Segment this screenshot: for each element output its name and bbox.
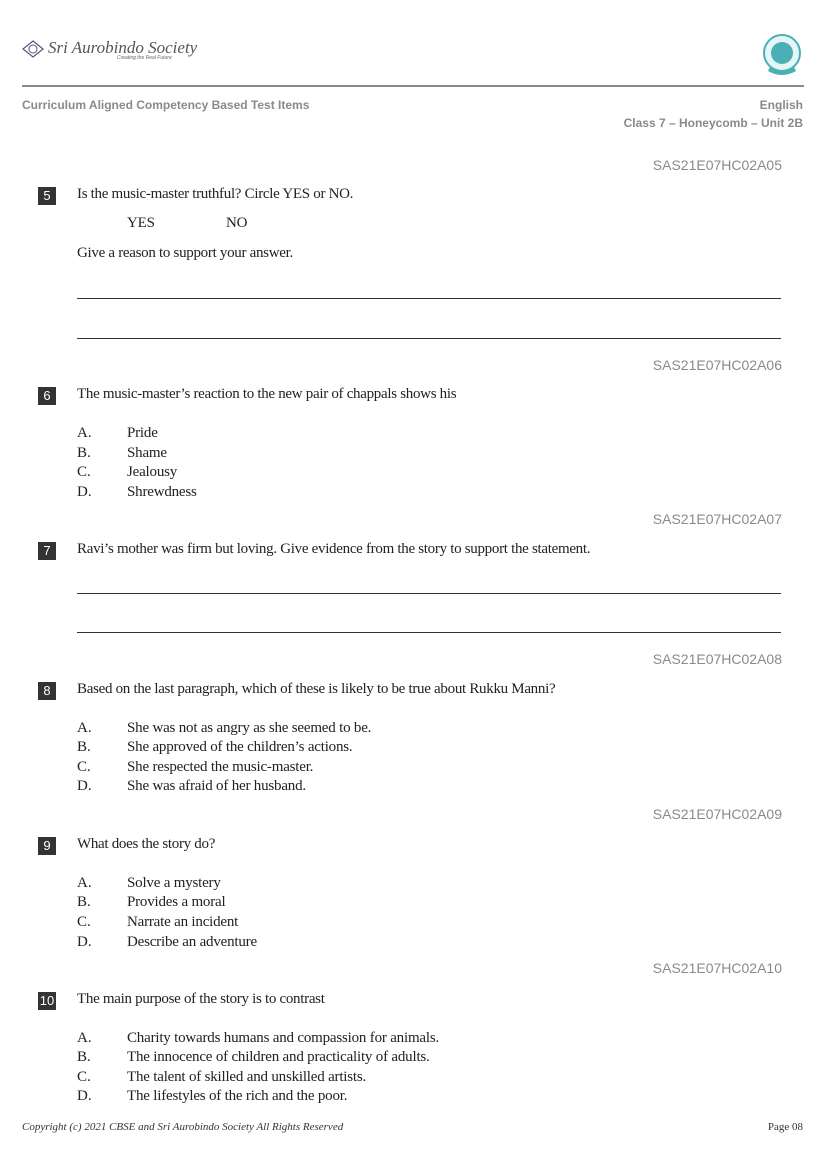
option-letter[interactable]: C. <box>77 1069 91 1085</box>
logo-tagline: Creating the Real Future <box>117 55 172 62</box>
option-text[interactable]: Pride <box>127 425 158 441</box>
question-code: SAS21E07HC02A05 <box>652 157 782 173</box>
question-number-badge: 5 <box>38 187 56 205</box>
option-letter[interactable]: C. <box>77 464 91 480</box>
page-number: Page 08 <box>767 1121 803 1133</box>
question-number-badge: 10 <box>39 993 55 1008</box>
option-letter[interactable]: D. <box>77 484 92 500</box>
subject-label: English <box>759 98 803 112</box>
option-letter[interactable]: A. <box>77 875 92 891</box>
question-text: Based on the last paragraph, which of these is likely to be true about Rukku Manni? <box>77 681 556 697</box>
option-text[interactable]: Jealousy <box>127 464 178 480</box>
option-text[interactable]: Shrewdness <box>127 484 197 500</box>
question-code: SAS21E07HC02A08 <box>652 651 782 667</box>
option-text[interactable]: Solve a mystery <box>127 875 221 891</box>
option-letter[interactable]: A. <box>77 1030 92 1046</box>
choice-yes[interactable]: YES <box>127 215 155 231</box>
option-letter[interactable]: A. <box>77 425 92 441</box>
option-letter[interactable]: B. <box>77 894 91 910</box>
option-text[interactable]: She respected the music-master. <box>127 759 314 775</box>
answer-line[interactable] <box>77 593 781 594</box>
question-text: Is the music-master truthful? Circle YES or NO. <box>77 186 354 202</box>
option-text[interactable]: Narrate an incident <box>127 914 239 930</box>
option-letter[interactable]: D. <box>77 1088 92 1104</box>
answer-line[interactable] <box>77 632 781 633</box>
question-number-badge: 8 <box>38 682 56 700</box>
logo-emblem-icon <box>22 40 44 58</box>
option-letter[interactable]: A. <box>77 720 92 736</box>
question-text: The main purpose of the story is to contrast <box>77 991 325 1007</box>
option-text[interactable]: She approved of the children’s actions. <box>127 739 353 755</box>
option-letter[interactable]: C. <box>77 759 91 775</box>
option-text[interactable]: Describe an adventure <box>127 934 257 950</box>
option-letter[interactable]: B. <box>77 1049 91 1065</box>
sri-aurobindo-society-logo <box>22 38 197 61</box>
question-number-badge: 7 <box>38 542 56 560</box>
option-text[interactable]: Shame <box>127 445 167 461</box>
option-text[interactable]: The talent of skilled and unskilled artists. <box>127 1069 367 1085</box>
cbse-seal-icon <box>762 33 802 84</box>
choice-no[interactable]: NO <box>226 215 248 231</box>
option-letter[interactable]: D. <box>77 778 92 794</box>
question-prompt: Give a reason to support your answer. <box>77 245 293 261</box>
option-text[interactable]: The lifestyles of the rich and the poor. <box>127 1088 348 1104</box>
question-code: SAS21E07HC02A07 <box>652 511 782 527</box>
option-text[interactable]: She was afraid of her husband. <box>127 778 306 794</box>
answer-line[interactable] <box>77 298 781 299</box>
question-text: The music-master’s reaction to the new pair of chappals shows his <box>77 386 457 402</box>
option-text[interactable]: She was not as angry as she seemed to be. <box>127 720 372 736</box>
question-code: SAS21E07HC02A09 <box>652 806 782 822</box>
option-text[interactable]: Provides a moral <box>127 894 226 910</box>
option-letter[interactable]: B. <box>77 739 91 755</box>
option-letter[interactable]: D. <box>77 934 92 950</box>
copyright-notice: Copyright (c) 2021 CBSE and Sri Aurobindo Society All Rights Reserved <box>22 1121 344 1133</box>
header-divider <box>22 85 804 87</box>
unit-label: Class 7 – Honeycomb – Unit 2B <box>623 116 803 130</box>
question-number-badge: 6 <box>38 387 56 405</box>
answer-line[interactable] <box>77 338 781 339</box>
question-number-badge: 9 <box>38 837 56 855</box>
question-text: Ravi’s mother was firm but loving. Give evidence from the story to support the statement. <box>77 541 591 557</box>
document-title: Curriculum Aligned Competency Based Test Items <box>22 98 310 112</box>
option-letter[interactable]: B. <box>77 445 91 461</box>
option-text[interactable]: The innocence of children and practicality of adults. <box>127 1049 430 1065</box>
option-text[interactable]: Charity towards humans and compassion for animals. <box>127 1030 440 1046</box>
question-code: SAS21E07HC02A06 <box>652 357 782 373</box>
question-text: What does the story do? <box>77 836 216 852</box>
logo-text: Sri Aurobindo Society <box>48 38 198 57</box>
option-letter[interactable]: C. <box>77 914 91 930</box>
question-code: SAS21E07HC02A10 <box>652 960 782 976</box>
